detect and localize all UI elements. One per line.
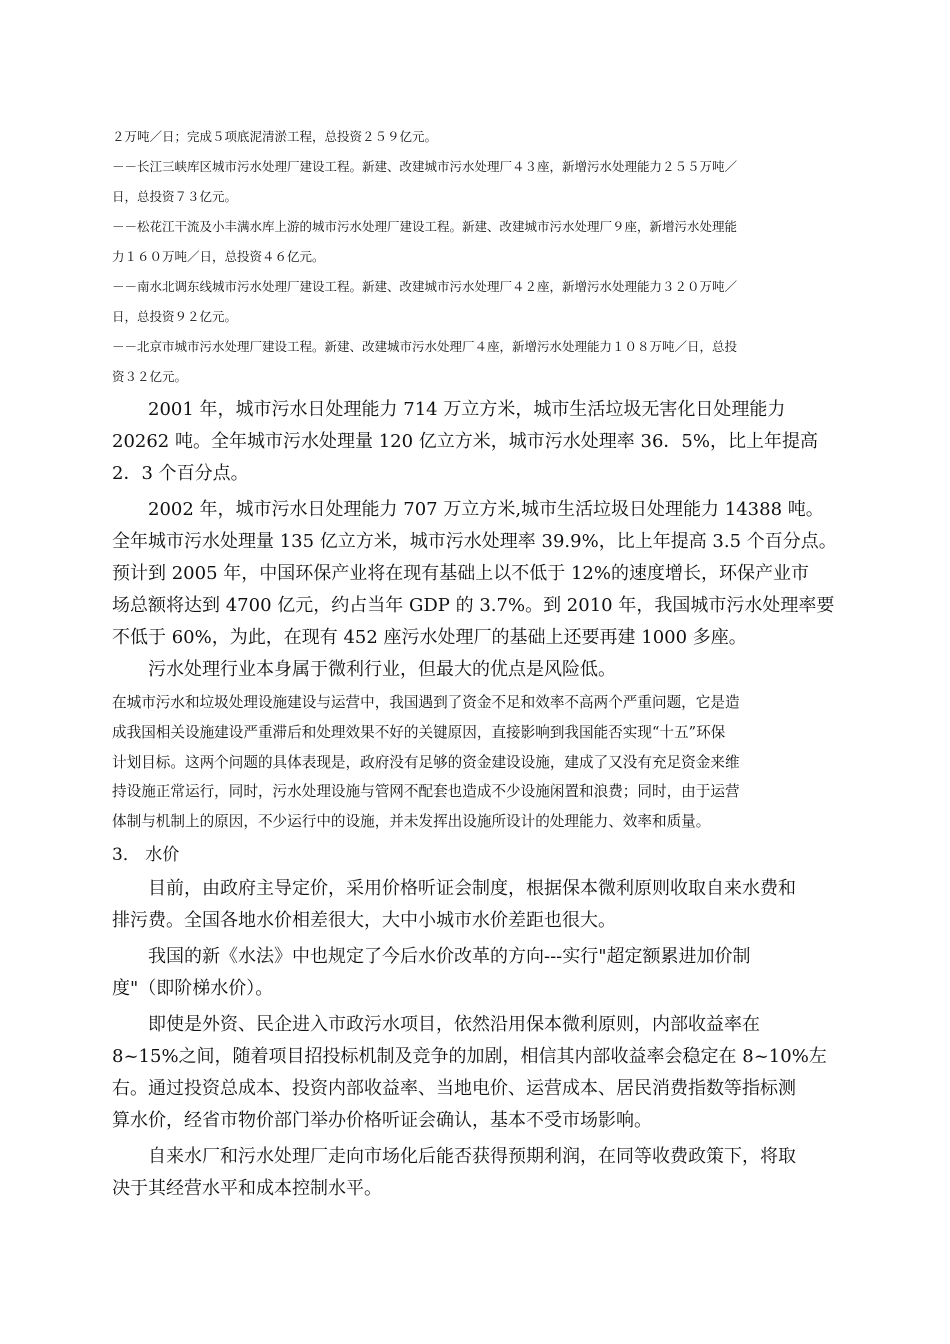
text-line: 污水处理行业本身属于微利行业，但最大的优点是风险低。 <box>148 659 616 680</box>
text-line: ２万吨／日；完成５项底泥清淤工程，总投资２５９亿元。 <box>112 129 438 144</box>
text-line: 预计到 2005 年，中国环保产业将在现有基础上以不低于 12%的速度增长，环保产业市 <box>112 563 809 584</box>
text-line: 计划目标。这两个问题的具体表现是，政府没有足够的资金建设设施，建成了又没有充足资金来维 <box>112 753 740 771</box>
paragraph-price <box>112 873 842 937</box>
text-line: －－长江三峡库区城市污水处理厂建设工程。新建、改建城市污水处理厂４３座，新增污水处理能力２５５万吨／ <box>112 159 738 174</box>
text-line: 我国的新《水法》中也规定了今后水价改革的方向---实行"超定额累进加价制 <box>148 945 751 967</box>
text-line: 右。通过投资总成本、投资内部收益率、当地电价、运营成本、居民消费指数等指标测 <box>112 1077 796 1099</box>
paragraph-2002 <box>112 494 842 654</box>
text-line: 资３２亿元。 <box>112 369 188 384</box>
text-line: 排污费。全国各地水价相差很大，大中小城市水价差距也很大。 <box>112 909 616 931</box>
paragraph-industry <box>112 654 842 686</box>
text-line: 不低于 60%，为此，在现有 452 座污水处理厂的基础上还要再建 1000 多座。 <box>112 627 747 648</box>
paragraph-foreign-investment <box>112 1009 842 1137</box>
document-page <box>112 122 842 1205</box>
text-line: 2001 年，城市污水日处理能力 714 万立方米，城市生活垃圾无害化日处理能力 <box>148 399 786 420</box>
text-line: 2．3 个百分点。 <box>112 463 249 484</box>
text-line: 2002 年，城市污水日处理能力 707 万立方米,城市生活垃圾日处理能力 14388 吨。 <box>148 499 824 520</box>
text-line: 日，总投资７３亿元。 <box>112 189 238 204</box>
text-line: －－松花江干流及小丰满水库上游的城市污水处理厂建设工程。新建、改建城市污水处理厂９座，新增污水处理能 <box>112 219 738 234</box>
text-line: 体制与机制上的原因，不少运行中的设施，并未发挥出设施所设计的处理能力、效率和质量。 <box>112 813 711 831</box>
text-line: 全年城市污水处理量 135 亿立方米，城市污水处理率 39.9%，比上年提高 3.5 个百分点。 <box>112 531 837 552</box>
text-line: 度"（即阶梯水价）。 <box>112 977 274 999</box>
text-line: －－北京市城市污水处理厂建设工程。新建、改建城市污水处理厂４座，新增污水处理能力１０８万吨／日，总投 <box>112 339 738 354</box>
project-list <box>112 122 842 392</box>
text-line: 在城市污水和垃圾处理设施建设与运营中，我国遇到了资金不足和效率不高两个严重问题，它是造 <box>112 694 740 711</box>
text-line: 持设施正常运行，同时，污水处理设施与管网不配套也造成不少设施闲置和浪费；同时，由于运营 <box>112 783 740 801</box>
text-line: 目前，由政府主导定价，采用价格听证会制度，根据保本微利原则收取自来水费和 <box>148 877 796 899</box>
text-line: 20262 吨。全年城市污水处理量 120 亿立方米，城市污水处理率 36．5%，比上年提高 <box>112 431 818 452</box>
paragraph-water-law <box>112 941 842 1005</box>
text-line: 力１６０万吨／日，总投资４６亿元。 <box>112 249 325 264</box>
text-line: 决于其经营水平和成本控制水平。 <box>112 1177 382 1199</box>
section-heading: 3． 水价 <box>112 844 180 865</box>
text-line: 即使是外资、民企进入市政污水项目，依然沿用保本微利原则，内部收益率在 <box>148 1013 760 1035</box>
text-line: 算水价，经省市物价部门举办价格听证会确认，基本不受市场影响。 <box>112 1109 652 1131</box>
paragraph-marketization <box>112 1141 842 1205</box>
paragraph-problems <box>112 688 842 837</box>
paragraph-2001 <box>112 394 842 490</box>
text-line: －－南水北调东线城市污水处理厂建设工程。新建、改建城市污水处理厂４２座，新增污水处理能力３２０万吨／ <box>112 279 738 294</box>
text-line: 自来水厂和污水处理厂走向市场化后能否获得预期利润，在同等收费政策下，将取 <box>148 1145 796 1167</box>
text-line: 场总额将达到 4700 亿元，约占当年 GDP 的 3.7%。到 2010 年，我国城市污水处理率要 <box>112 595 835 616</box>
text-line: 成我国相关设施建设严重滞后和处理效果不好的关键原因，直接影响到我国能否实现“十五”环保 <box>112 723 726 741</box>
text-line: 日，总投资９２亿元。 <box>112 309 238 324</box>
text-line: 8~15%之间，随着项目招投标机制及竞争的加剧，相信其内部收益率会稳定在 8~10%左 <box>112 1045 827 1067</box>
